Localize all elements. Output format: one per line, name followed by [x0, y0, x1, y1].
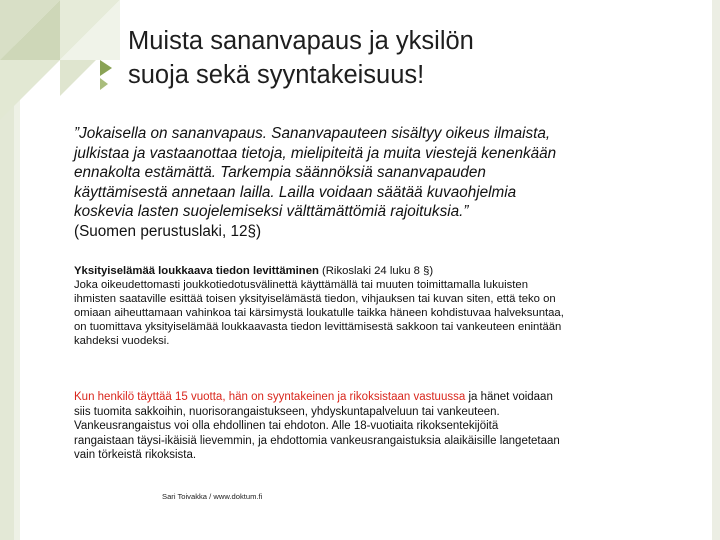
criminal-liability-line: vain törkeistä rikoksista.: [74, 449, 197, 461]
privacy-law-heading-line: [74, 264, 699, 278]
criminal-liability-line: rangaistaan täysi-ikäisiä lievemmin, ja ehdottomia vankeusrangaistuksia alaikäisille langetetaan: [74, 434, 560, 447]
title-line-2: suoja sekä syyntakeisuus!: [128, 61, 425, 89]
slide-title: [128, 24, 688, 92]
privacy-law-line: ihmisten saataville esittää toisen yksityiselämästä tiedon, vihjauksen tai kuvan siten, että teko on: [74, 293, 556, 306]
privacy-law-section: [74, 264, 699, 349]
criminal-liability-line: Vankeusrangaistus voi olla ehdollinen tai ehdoton. Alle 18-vuotiaita rikoksentekijöitä: [74, 420, 499, 432]
right-decorative-strip: [712, 0, 720, 540]
quote-line: koskevia lasten suojelemiseksi välttämättömiä rajoituksia.”: [74, 203, 469, 221]
quote-line: käyttämisestä annetaan lailla. Lailla voidaan säätää kuvaohjelmia: [74, 183, 517, 201]
quote-line: ”Jokaisella on sananvapaus. Sananvapauteen sisältyy oikeus ilmaista,: [74, 125, 551, 142]
privacy-law-line: kahdeksi vuodeksi.: [74, 335, 170, 348]
author-credit: Sari Toivakka / www.doktum.fi: [162, 492, 263, 501]
quote-line: julkistaa ja vastaanottaa tietoja, mielipiteitä ja muita viestejä kenenkään: [74, 144, 557, 162]
criminal-liability-first-line: [74, 390, 699, 405]
privacy-law-line: Joka oikeudettomasti joukkotiedotusvälinettä käyttämällä tai muuten toimittamalla lukuisten: [74, 279, 528, 292]
constitution-quote: [74, 124, 694, 242]
corner-triangles-decoration: [0, 0, 120, 120]
quote-line: ennakolta estämättä. Tarkempia säännöksiä sananvapauden: [74, 164, 486, 182]
privacy-law-line: omiaan aiheuttamaan vahinkoa tai kärsimystä loukatulle taikka häneen kohdistuvaa halveksuntaa,: [74, 307, 564, 320]
criminal-liability-section: [74, 390, 699, 463]
privacy-law-line: on tuomittava yksityiselämää loukkaavasta tiedon levittämisestä sakkoon tai vankeuteen enintään: [74, 321, 562, 334]
privacy-law-reference: (Rikoslaki 24 luku 8 §): [318, 265, 434, 277]
title-line-1: Muista sananvapaus ja yksilön: [128, 27, 474, 55]
privacy-law-heading: Yksityiselämää loukkaava tiedon levittäminen: [74, 265, 319, 277]
criminal-liability-first-line-rest: ja hänet voidaan: [465, 391, 553, 403]
criminal-liability-highlight: Kun henkilö täyttää 15 vuotta, hän on syyntakeinen ja rikoksistaan vastuussa: [74, 391, 466, 403]
criminal-liability-line: siis tuomita sakkoihin, nuorisorangaistukseen, yhdyskuntapalveluun tai vankeuteen.: [74, 405, 500, 418]
quote-citation: (Suomen perustuslaki, 12§): [74, 222, 262, 240]
